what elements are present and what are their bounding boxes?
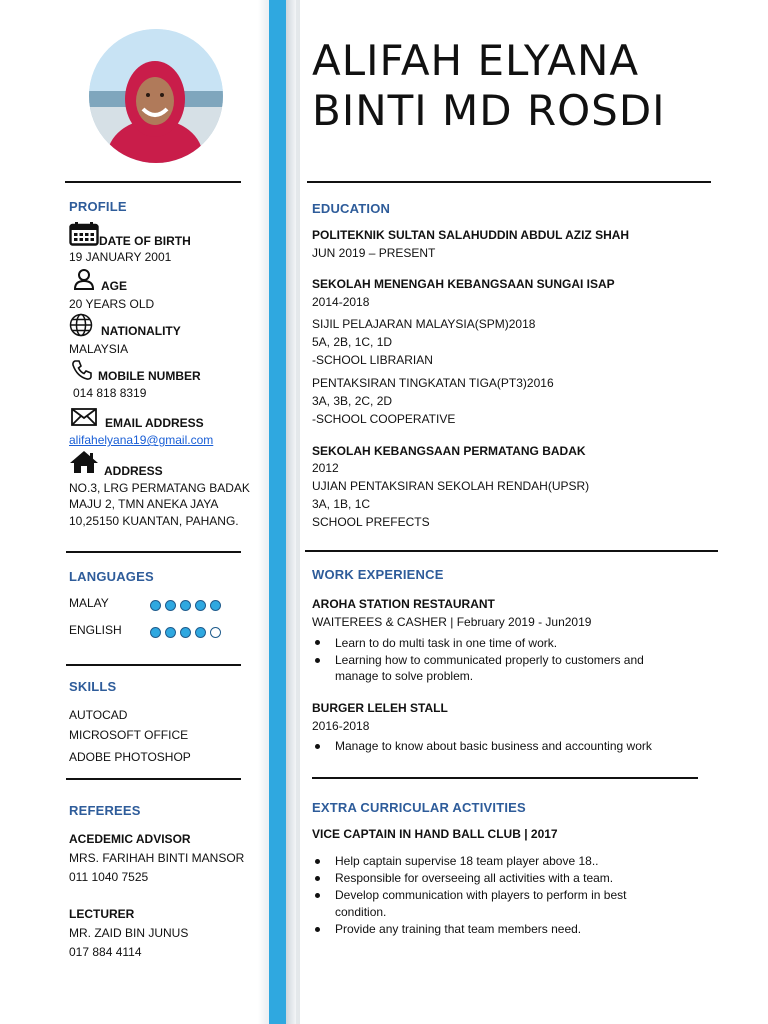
center-stripe-accent [269, 0, 286, 1024]
language-english-label: ENGLISH [69, 623, 122, 637]
language-malay-label: MALAY [69, 596, 109, 610]
bullet-icon [315, 658, 320, 663]
extra-bullet: Help captain supervise 18 team player above 18.. [335, 854, 599, 868]
extra-bullet: Provide any training that team members need. [335, 922, 582, 936]
bullet-icon [315, 744, 320, 749]
job-1-bullet: Learning how to communicated properly to customers and [335, 653, 644, 667]
envelope-icon [71, 408, 97, 431]
globe-icon [69, 313, 93, 342]
education-heading: EDUCATION [312, 201, 391, 216]
referees-heading: REFEREES [69, 803, 141, 818]
age-value: 20 YEARS OLD [69, 297, 155, 311]
referee-1-name: MRS. FARIHAH BINTI MANSOR [69, 851, 245, 865]
rating-dot-filled [165, 627, 176, 638]
age-label: AGE [101, 279, 128, 293]
home-icon [69, 450, 99, 479]
skills-heading: SKILLS [69, 679, 117, 694]
name-line-2: BINTI MD ROSDI [312, 86, 666, 135]
profile-heading: PROFILE [69, 199, 127, 214]
address-line-3: 10,25150 KUANTAN, PAHANG. [69, 514, 239, 528]
upsr-title: UJIAN PENTAKSIRAN SEKOLAH RENDAH(UPSR) [312, 479, 590, 493]
spm-result: 5A, 2B, 1C, 1D [312, 335, 393, 349]
rating-dot-filled [165, 600, 176, 611]
extra-bullet-cont: condition. [335, 905, 387, 919]
divider [312, 777, 698, 779]
mobile-value: 014 818 8319 [73, 386, 147, 400]
work-heading: WORK EXPERIENCE [312, 567, 444, 582]
bullet-icon [315, 876, 320, 881]
address-line-2: MAJU 2, TMN ANEKA JAYA [69, 497, 219, 511]
upsr-result: 3A, 1B, 1C [312, 497, 371, 511]
email-link[interactable]: alifahelyana19@gmail.com [69, 433, 214, 447]
dob-value: 19 JANUARY 2001 [69, 250, 172, 264]
person-icon [73, 268, 95, 295]
email-label: EMAIL ADDRESS [105, 416, 204, 430]
divider [66, 551, 241, 553]
address-line-1: NO.3, LRG PERMATANG BADAK [69, 481, 250, 495]
job-1-company: AROHA STATION RESTAURANT [312, 597, 495, 611]
address-label: ADDRESS [104, 464, 163, 478]
bullet-icon [315, 640, 320, 645]
divider [66, 664, 241, 666]
phone-icon [71, 359, 93, 386]
extra-bullet: Develop communication with players to perform in best [335, 888, 627, 902]
rating-dot-filled [180, 600, 191, 611]
upsr-note: SCHOOL PREFECTS [312, 515, 430, 529]
school-2-name: SEKOLAH MENENGAH KEBANGSAAN SUNGAI ISAP [312, 277, 615, 291]
languages-heading: LANGUAGES [69, 569, 154, 584]
rating-dot-filled [195, 627, 206, 638]
divider [66, 778, 241, 780]
divider [65, 181, 241, 183]
divider [307, 181, 711, 183]
name-line-1: ALIFAH ELYANA [312, 36, 640, 85]
bullet-icon [315, 927, 320, 932]
school-2-date: 2014-2018 [312, 295, 370, 309]
bullet-icon [315, 893, 320, 898]
nationality-value: MALAYSIA [69, 342, 129, 356]
pt3-title: PENTAKSIRAN TINGKATAN TIGA(PT3)2016 [312, 376, 554, 390]
school-1-name: POLITEKNIK SULTAN SALAHUDDIN ABDUL AZIZ SHAH [312, 228, 630, 242]
job-2-date: 2016-2018 [312, 719, 370, 733]
rating-dot-filled [195, 600, 206, 611]
rating-dot-filled [180, 627, 191, 638]
referee-1-phone: 011 1040 7525 [69, 870, 149, 884]
language-malay-rating [150, 597, 225, 615]
job-2-bullet: Manage to know about basic business and accounting work [335, 739, 652, 753]
rating-dot-filled [150, 627, 161, 638]
skill-item: ADOBE PHOTOSHOP [69, 750, 191, 764]
extra-bullet: Responsible for overseeing all activities with a team. [335, 871, 614, 885]
referee-2-name: MR. ZAID BIN JUNUS [69, 926, 189, 940]
rating-dot-filled [210, 600, 221, 611]
skill-item: AUTOCAD [69, 708, 128, 722]
pt3-result: 3A, 3B, 2C, 2D [312, 394, 393, 408]
school-3-date: 2012 [312, 461, 339, 475]
school-3-name: SEKOLAH KEBANGSAAN PERMATANG BADAK [312, 444, 586, 458]
job-1-bullet: Learn to do multi task in one time of work. [335, 636, 558, 650]
dob-label: DATE OF BIRTH [99, 234, 191, 248]
bullet-icon [315, 859, 320, 864]
rating-dot-filled [150, 600, 161, 611]
extra-role: VICE CAPTAIN IN HAND BALL CLUB | 2017 [312, 827, 558, 841]
extra-heading: EXTRA CURRICULAR ACTIVITIES [312, 800, 526, 815]
job-1-role: WAITEREES & CASHER | February 2019 - Jun2019 [312, 615, 592, 629]
divider [305, 550, 718, 552]
center-stripe-shade [286, 0, 296, 1024]
pt3-note: -SCHOOL COOPERATIVE [312, 412, 456, 426]
language-english-rating [150, 624, 225, 642]
rating-dot-empty [210, 627, 221, 638]
calendar-icon [69, 222, 99, 251]
referee-2-phone: 017 884 4114 [69, 945, 142, 959]
referee-1-role: ACEDEMIC ADVISOR [69, 832, 191, 846]
profile-photo [89, 29, 223, 163]
school-1-date: JUN 2019 – PRESENT [312, 246, 436, 260]
nationality-label: NATIONALITY [101, 324, 181, 338]
spm-note: -SCHOOL LIBRARIAN [312, 353, 433, 367]
referee-2-role: LECTURER [69, 907, 135, 921]
job-1-bullet-cont: manage to solve problem. [335, 669, 474, 683]
job-2-company: BURGER LELEH STALL [312, 701, 448, 715]
spm-title: SIJIL PELAJARAN MALAYSIA(SPM)2018 [312, 317, 536, 331]
mobile-label: MOBILE NUMBER [98, 369, 201, 383]
skill-item: MICROSOFT OFFICE [69, 728, 189, 742]
